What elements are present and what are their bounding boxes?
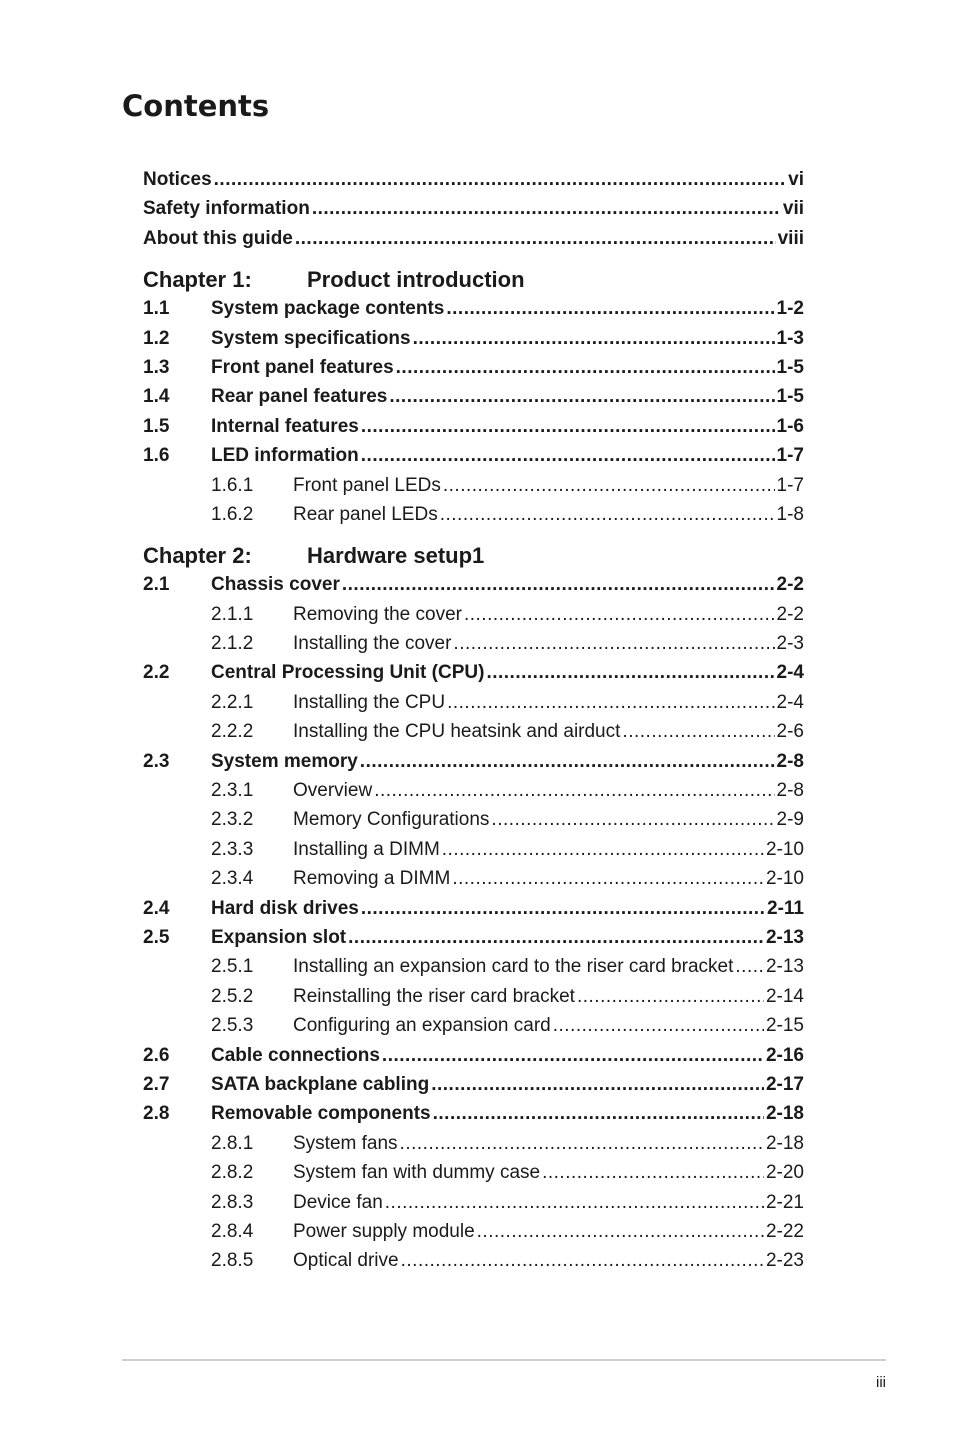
dot-leader xyxy=(446,298,774,320)
toc-entry[interactable] xyxy=(143,721,804,750)
section-number: 2.5.1 xyxy=(211,956,254,978)
entry-title: Safety information xyxy=(143,198,310,220)
dot-leader xyxy=(385,1192,764,1214)
entry-page: 2-21 xyxy=(765,1191,804,1213)
toc-entry[interactable] xyxy=(143,1192,804,1221)
dot-leader xyxy=(486,662,774,684)
toc-entry[interactable] xyxy=(143,357,804,386)
section-number: 2.3.3 xyxy=(211,838,254,860)
dot-leader xyxy=(312,198,781,220)
chapter-heading[interactable] xyxy=(143,543,804,574)
dot-leader xyxy=(553,1015,764,1037)
entry-title: Hard disk drives xyxy=(211,897,359,919)
toc-entry[interactable] xyxy=(143,868,804,897)
toc-entry[interactable] xyxy=(143,1250,804,1279)
toc-entry[interactable] xyxy=(143,956,804,985)
toc-entry[interactable] xyxy=(143,198,804,227)
section-number: 2.8.2 xyxy=(211,1162,254,1184)
section-number: 1.1 xyxy=(143,298,170,320)
dot-leader xyxy=(491,809,774,831)
dot-leader xyxy=(443,475,775,497)
page-number: iii xyxy=(876,1374,886,1391)
toc-entry[interactable] xyxy=(143,692,804,721)
entry-page: 2-20 xyxy=(765,1162,804,1184)
entry-page: 1-7 xyxy=(776,474,804,496)
dot-leader xyxy=(361,898,765,920)
toc-entry[interactable] xyxy=(143,298,804,327)
entry-page: 1-2 xyxy=(776,298,804,320)
entry-title: System fans xyxy=(293,1132,398,1154)
entry-page: 2-18 xyxy=(765,1132,804,1154)
dot-leader xyxy=(413,328,775,350)
section-number: 2.2.2 xyxy=(211,721,254,743)
toc-entry[interactable] xyxy=(143,927,804,956)
section-number: 2.6 xyxy=(143,1044,170,1066)
toc-entry[interactable] xyxy=(143,898,804,927)
section-number: 2.7 xyxy=(143,1073,170,1095)
entry-page: 2-4 xyxy=(776,662,804,684)
toc-entry[interactable] xyxy=(143,504,804,533)
entry-page: 2-17 xyxy=(765,1073,804,1095)
toc-entry[interactable] xyxy=(143,475,804,504)
entry-title: Installing the CPU heatsink and airduct xyxy=(293,721,621,743)
toc-entry[interactable] xyxy=(143,604,804,633)
entry-title: Rear panel LEDs xyxy=(293,503,438,525)
entry-page: 2-8 xyxy=(776,780,804,802)
entry-page: 2-2 xyxy=(776,574,804,596)
entry-title: Central Processing Unit (CPU) xyxy=(211,662,485,684)
section-number: 2.8.5 xyxy=(211,1250,254,1272)
section-number: 1.3 xyxy=(143,356,170,378)
entry-title: Internal features xyxy=(211,415,359,437)
toc-entry[interactable] xyxy=(143,986,804,1015)
entry-title: Power supply module xyxy=(293,1220,475,1242)
entry-title: System package contents xyxy=(211,298,445,320)
entry-title: Notices xyxy=(143,169,212,190)
entry-title: Installing a DIMM xyxy=(293,838,440,860)
toc-entry[interactable] xyxy=(143,416,804,445)
entry-title: Configuring an expansion card xyxy=(293,1015,551,1037)
dot-leader xyxy=(295,228,776,250)
section-number: 2.8.4 xyxy=(211,1220,254,1242)
dot-leader xyxy=(442,839,764,861)
section-number: 2.3.1 xyxy=(211,780,254,802)
entry-page: 2-3 xyxy=(776,633,804,655)
dot-leader xyxy=(447,692,774,714)
dot-leader xyxy=(342,574,775,596)
dot-leader xyxy=(348,927,764,949)
section-number: 1.6.2 xyxy=(211,503,254,525)
section-number: 2.1 xyxy=(143,574,170,596)
toc-entry[interactable] xyxy=(143,169,804,198)
chapter-label: Chapter 1: xyxy=(143,267,252,293)
entry-page: 2-4 xyxy=(776,691,804,713)
toc-entry[interactable] xyxy=(143,1074,804,1103)
section-number: 2.8.1 xyxy=(211,1132,254,1154)
dot-leader xyxy=(452,868,764,890)
section-number: 1.2 xyxy=(143,327,170,349)
dot-leader xyxy=(453,633,774,655)
toc-entry[interactable] xyxy=(143,1221,804,1250)
footer-divider xyxy=(122,1359,886,1361)
dot-leader xyxy=(464,604,775,626)
entry-page: 2-10 xyxy=(765,868,804,890)
dot-leader xyxy=(577,986,764,1008)
toc-entry[interactable] xyxy=(143,780,804,809)
section-number: 2.2.1 xyxy=(211,691,254,713)
entry-title: Rear panel features xyxy=(211,386,388,408)
entry-title: System specifications xyxy=(211,327,411,349)
section-number: 2.1.2 xyxy=(211,633,254,655)
section-number: 2.3.4 xyxy=(211,868,254,890)
entry-title: Installing the cover xyxy=(293,633,452,655)
toc-entry[interactable] xyxy=(143,574,804,603)
toc-entry[interactable] xyxy=(143,1015,804,1044)
entry-title: Installing the CPU xyxy=(293,691,446,713)
toc-entry[interactable] xyxy=(143,445,804,474)
section-number: 2.4 xyxy=(143,897,170,919)
table-of-contents xyxy=(143,169,804,1280)
entry-page: 2-14 xyxy=(765,985,804,1007)
dot-leader xyxy=(374,780,774,802)
entry-title: Overview xyxy=(293,780,373,802)
entry-page: vi xyxy=(788,169,804,190)
entry-page: 2-8 xyxy=(776,750,804,772)
section-number: 1.4 xyxy=(143,386,170,408)
entry-page: 2-10 xyxy=(765,838,804,860)
entry-page: 1-6 xyxy=(776,415,804,437)
section-number: 1.5 xyxy=(143,415,170,437)
entry-title: Removing the cover xyxy=(293,603,462,625)
entry-title: Front panel LEDs xyxy=(293,474,441,496)
entry-page: 2-22 xyxy=(765,1220,804,1242)
section-number: 2.1.1 xyxy=(211,603,254,625)
dot-leader xyxy=(622,721,774,743)
entry-title: Removing a DIMM xyxy=(293,868,451,890)
dot-leader xyxy=(389,386,774,408)
entry-title: Removable components xyxy=(211,1103,431,1125)
entry-title: Memory Configurations xyxy=(293,809,490,831)
page-title: Contents xyxy=(122,89,270,123)
entry-page: 2-9 xyxy=(776,809,804,831)
dot-leader xyxy=(361,445,775,467)
dot-leader xyxy=(735,956,764,978)
section-number: 2.3.2 xyxy=(211,809,254,831)
dot-leader xyxy=(433,1103,764,1125)
entry-page: 1-5 xyxy=(776,356,804,378)
toc-entry[interactable] xyxy=(143,809,804,838)
entry-title: Reinstalling the riser card bracket xyxy=(293,985,575,1007)
chapter-title: Product introduction xyxy=(307,267,525,293)
section-number: 2.3 xyxy=(143,750,170,772)
toc-entry[interactable] xyxy=(143,1045,804,1074)
entry-title: Installing an expansion card to the riser card bracket xyxy=(293,956,734,978)
toc-entry[interactable] xyxy=(143,386,804,415)
section-number: 1.6.1 xyxy=(211,474,254,496)
entry-title: System fan with dummy case xyxy=(293,1162,541,1184)
toc-entry[interactable] xyxy=(143,228,804,257)
toc-entry[interactable] xyxy=(143,328,804,357)
section-number: 2.8.3 xyxy=(211,1191,254,1213)
entry-title: Front panel features xyxy=(211,356,394,378)
dot-leader xyxy=(214,169,787,191)
entry-page: 2-23 xyxy=(765,1250,804,1272)
section-number: 2.5.2 xyxy=(211,985,254,1007)
entry-page: 2-11 xyxy=(767,897,804,919)
entry-page: 2-18 xyxy=(765,1103,804,1125)
toc-entry[interactable] xyxy=(143,662,804,691)
toc-entry[interactable] xyxy=(143,839,804,868)
entry-title: Expansion slot xyxy=(211,926,347,948)
chapter-label: Chapter 2: xyxy=(143,543,252,569)
section-number: 2.5 xyxy=(143,926,170,948)
dot-leader xyxy=(542,1162,764,1184)
entry-page: 2-13 xyxy=(765,926,804,948)
chapter-title: Hardware setup1 xyxy=(307,543,485,569)
dot-leader xyxy=(396,357,775,379)
entry-title: SATA backplane cabling xyxy=(211,1073,430,1095)
entry-title: Cable connections xyxy=(211,1044,380,1066)
entry-page: 1-7 xyxy=(776,445,804,467)
dot-leader xyxy=(477,1221,764,1243)
toc-entry[interactable] xyxy=(143,751,804,780)
entry-page: vii xyxy=(782,198,804,220)
dot-leader xyxy=(401,1250,764,1272)
chapter-heading[interactable] xyxy=(143,267,804,298)
entry-page: 1-8 xyxy=(776,503,804,525)
toc-entry[interactable] xyxy=(143,1133,804,1162)
section-number: 2.8 xyxy=(143,1103,170,1125)
entry-page: 2-2 xyxy=(776,603,804,625)
entry-page: 2-6 xyxy=(776,721,804,743)
entry-page: 2-16 xyxy=(765,1044,804,1066)
dot-leader xyxy=(360,751,775,773)
entry-page: 2-13 xyxy=(765,956,804,978)
entry-page: 2-15 xyxy=(765,1015,804,1037)
entry-title: Device fan xyxy=(293,1191,383,1213)
dot-leader xyxy=(431,1074,764,1096)
entry-title: Chassis cover xyxy=(211,574,340,596)
entry-page: 1-3 xyxy=(776,327,804,349)
entry-title: About this guide xyxy=(143,227,293,249)
toc-entry[interactable] xyxy=(143,1103,804,1132)
entry-page: viii xyxy=(777,227,804,249)
dot-leader xyxy=(440,504,775,526)
entry-title: LED information xyxy=(211,445,359,467)
chapter-list xyxy=(143,267,804,1280)
dot-leader xyxy=(361,416,775,438)
section-number: 2.5.3 xyxy=(211,1015,254,1037)
entry-title: System memory xyxy=(211,750,358,772)
toc-entry[interactable] xyxy=(143,1162,804,1191)
entry-title: Optical drive xyxy=(293,1250,399,1272)
toc-entry[interactable] xyxy=(143,633,804,662)
front-matter xyxy=(143,169,804,257)
dot-leader xyxy=(400,1133,764,1155)
dot-leader xyxy=(382,1045,764,1067)
section-number: 2.2 xyxy=(143,662,170,684)
section-number: 1.6 xyxy=(143,445,170,467)
entry-page: 1-5 xyxy=(776,386,804,408)
